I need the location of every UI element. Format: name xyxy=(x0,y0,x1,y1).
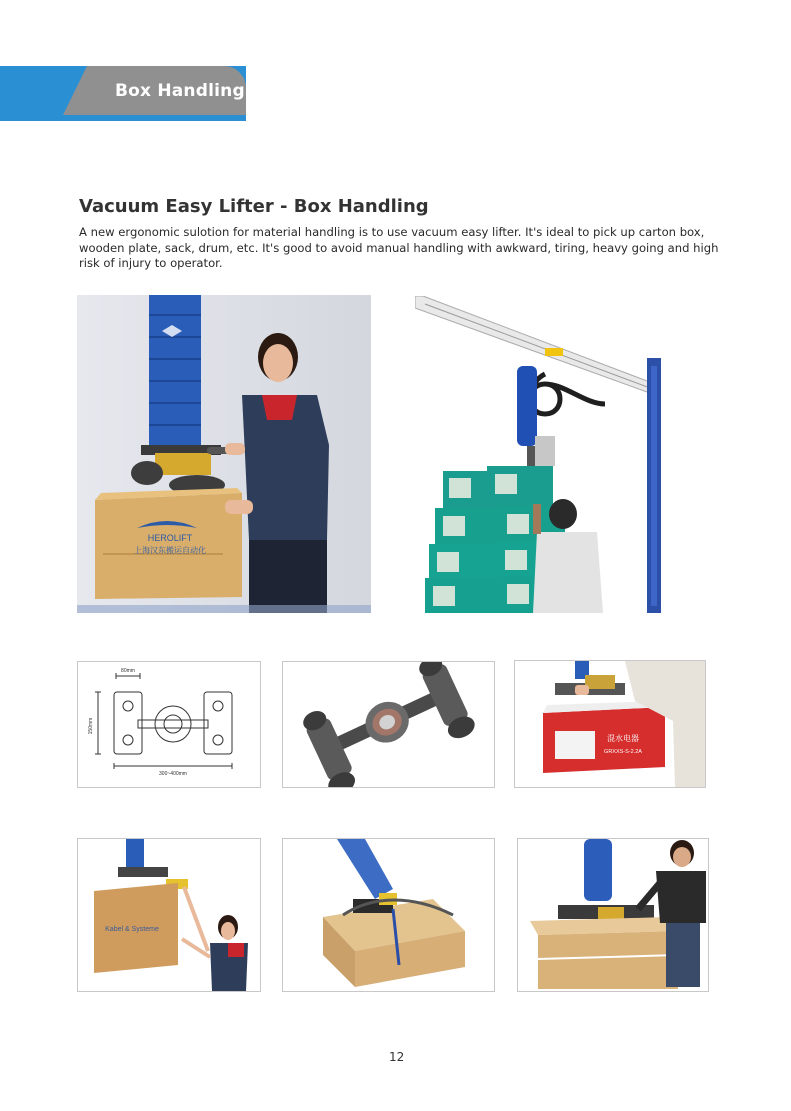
photo-dimension-drawing xyxy=(77,661,261,788)
box-logo-text: HEROLIFT xyxy=(147,533,193,543)
photo-gripper-product xyxy=(282,661,495,788)
section-tab-label: Box Handling xyxy=(115,81,245,101)
photo-long-box-man xyxy=(517,838,709,992)
section-title: Vacuum Easy Lifter - Box Handling xyxy=(79,196,429,217)
photo-kabel-box-lifting xyxy=(77,838,261,992)
photo-red-box-lifting xyxy=(514,660,706,788)
dim-bottom-label: 300~400mm xyxy=(159,771,187,777)
page-number: 12 xyxy=(389,1050,405,1064)
section-description: A new ergonomic sulotion for material handling is to use vacuum easy lifter. It's ideal to pick up carton box, wooden plate, sack, drum, etc. It's good to avoid manual handling with awkward, tiring, heavy going and high risk of injury to operator. xyxy=(79,225,719,270)
photo-woman-lifting-box xyxy=(77,295,371,613)
box-chinese-text: 上海汉东搬运自动化 xyxy=(134,546,206,555)
kabel-box-text: Kabel & Systeme xyxy=(105,926,159,933)
red-box-chinese-text: 混水电器 xyxy=(607,734,639,743)
photo-crane-lifter-boxes xyxy=(415,296,669,613)
photo-crate-lifting xyxy=(282,838,495,992)
dim-side-label: 150mm xyxy=(88,717,94,735)
dim-top-label: 80mm xyxy=(121,668,135,674)
tab-grey-bevel xyxy=(63,66,87,115)
red-box-model-text: GRXXS-S-2.2A xyxy=(604,749,642,755)
